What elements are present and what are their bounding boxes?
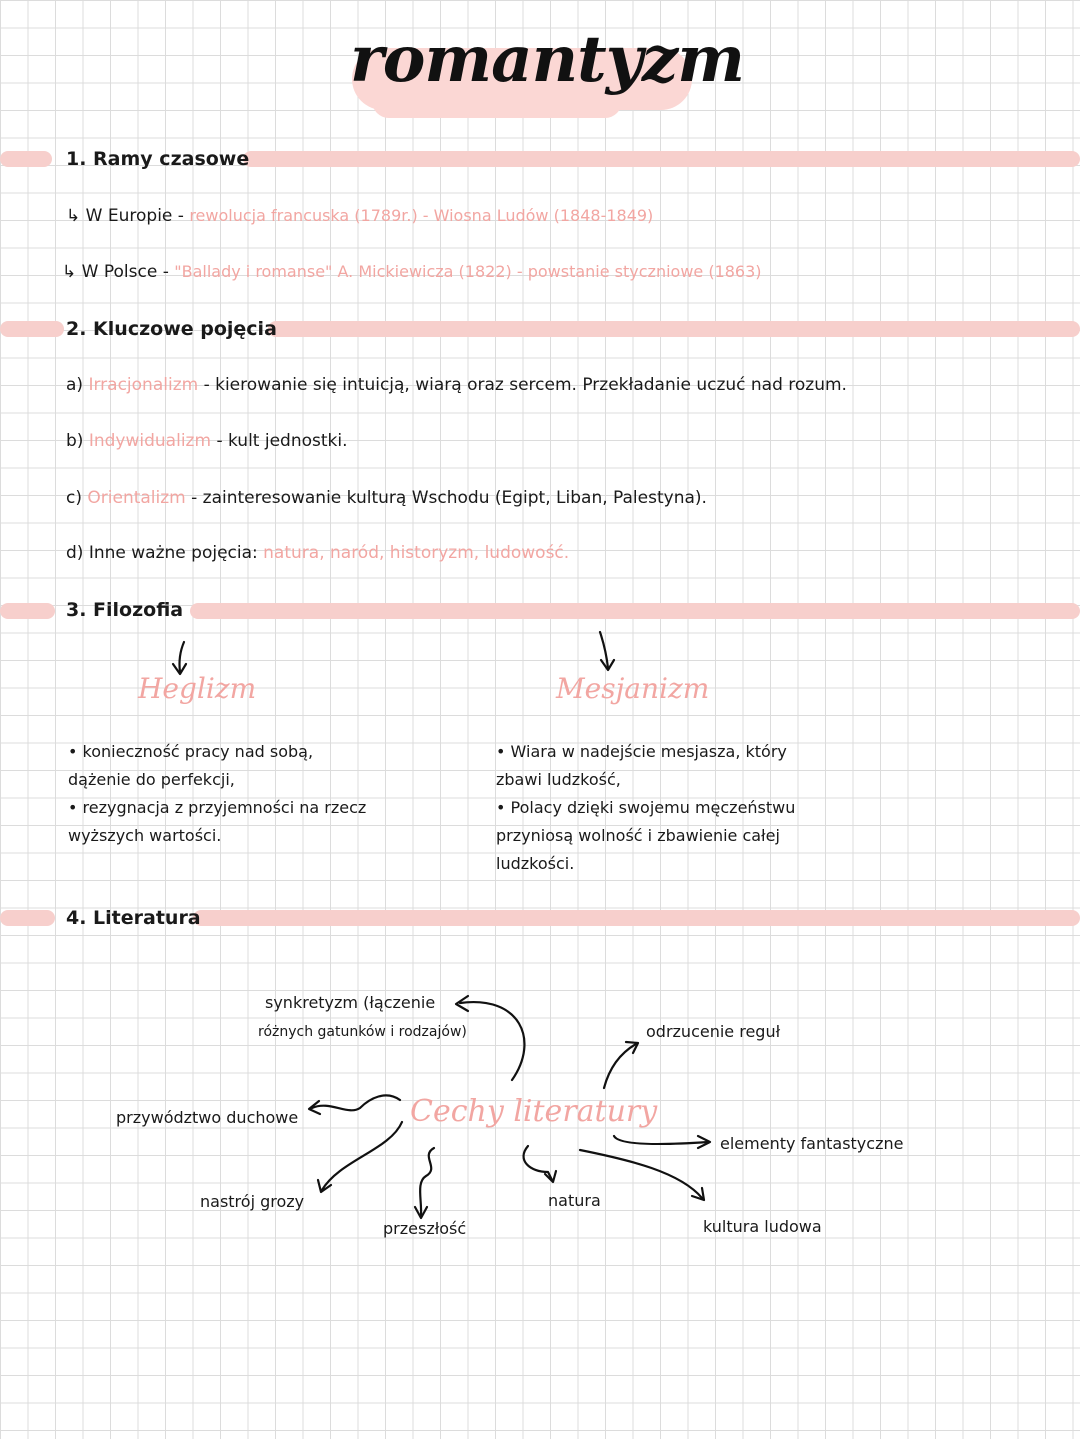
mesjanizm-title: Mesjanizm <box>556 672 710 705</box>
heglizm-description <box>68 738 366 850</box>
feature-odrzucenie: odrzucenie reguł <box>646 1022 781 1041</box>
arrow-odrzucenie-icon <box>604 1044 636 1088</box>
concept-term: Orientalizm <box>87 488 186 508</box>
arrow-head-icon <box>318 1180 331 1192</box>
section-4-band-left <box>0 910 55 926</box>
description-line: • Wiara w nadejście mesjasza, który <box>496 742 787 761</box>
arrow-head-icon <box>626 1042 638 1053</box>
concept-term: Indywidualizm <box>88 431 212 451</box>
mindmap-center: Cechy literatury <box>410 1094 658 1129</box>
arrow-down-icon <box>180 642 185 672</box>
feature-synkretyzm-2: różnych gatunków i rodzajów) <box>258 1024 467 1040</box>
poland-row <box>62 262 762 282</box>
arrow-elementy-icon <box>614 1136 708 1144</box>
concept-definition: natura, naród, historyzm, ludowość. <box>263 543 570 563</box>
description-line: ludzkości. <box>496 854 575 873</box>
concept-term: Irracjonalizm <box>88 375 199 395</box>
section-2-heading: 2. Kluczowe pojęcia <box>66 318 277 340</box>
concept-item <box>66 543 569 563</box>
page-title: romantyzm <box>350 22 744 97</box>
arrow-nastroj-icon <box>322 1122 402 1190</box>
section-1-heading: 1. Ramy czasowe <box>66 148 250 170</box>
section-3-band-left <box>0 603 55 619</box>
concept-letter: c) <box>66 488 82 508</box>
arrow-head-icon <box>415 1207 427 1218</box>
description-line: wyższych wartości. <box>68 826 222 845</box>
description-line: • konieczność pracy nad sobą, <box>68 742 314 761</box>
description-line: • rezygnacja z przyjemności na rzecz <box>68 798 367 817</box>
feature-nastroj: nastrój grozy <box>200 1192 305 1211</box>
concept-item <box>66 431 348 451</box>
section-2-band-left <box>0 321 64 337</box>
poland-range: "Ballady i romanse" A. Mickiewicza (1822) - powstanie styczniowe (1863) <box>174 262 762 281</box>
concept-item <box>66 488 707 508</box>
section-2-band-right <box>268 321 1080 337</box>
arrow-natura-icon <box>524 1146 552 1180</box>
feature-kultura: kultura ludowa <box>703 1217 822 1236</box>
feature-przeszlosc: przeszłość <box>383 1219 467 1238</box>
concept-letter: d) <box>66 543 84 563</box>
arrow-head-icon <box>601 660 614 670</box>
feature-elementy: elementy fantastyczne <box>720 1134 904 1153</box>
europe-label: W Europie - <box>85 206 184 226</box>
feature-synkretyzm-1: synkretyzm (łączenie <box>265 993 436 1012</box>
feature-przywodztwo: przywództwo duchowe <box>116 1108 299 1127</box>
concept-item <box>66 375 847 395</box>
concept-letter: b) <box>66 431 84 451</box>
arrow-return-icon: ↳ <box>62 262 77 282</box>
section-4-band-right <box>193 910 1080 926</box>
europe-range: rewolucja francuska (1789r.) - Wiosna Ludów (1848-1849) <box>189 206 654 225</box>
arrow-przeszlosc-icon <box>420 1148 434 1216</box>
feature-natura: natura <box>548 1191 601 1210</box>
description-line: dążenie do perfekcji, <box>68 770 235 789</box>
arrow-down-icon <box>600 632 608 668</box>
concept-term: Inne ważne pojęcia: <box>88 543 258 563</box>
section-1-band-right <box>243 151 1080 167</box>
europe-row <box>66 206 653 226</box>
concept-definition: - zainteresowanie kulturą Wschodu (Egipt, Liban, Palestyna). <box>191 488 707 508</box>
section-3-band-right <box>190 603 1080 619</box>
poland-label: W Polsce - <box>81 262 169 282</box>
section-3-heading: 3. Filozofia <box>66 599 184 621</box>
section-1-band-left <box>0 151 52 167</box>
heglizm-title: Heglizm <box>138 672 257 705</box>
arrow-return-icon: ↳ <box>66 206 81 226</box>
description-line: • Polacy dzięki swojemu męczeństwu <box>496 798 796 817</box>
arrow-przywodztwo-icon <box>312 1095 400 1110</box>
arrow-head-icon <box>545 1171 556 1182</box>
description-line: przyniosą wolność i zbawienie całej <box>496 826 780 845</box>
arrow-synkretyzm-icon <box>460 1002 524 1080</box>
section-4-heading: 4. Literatura <box>66 907 201 929</box>
concept-letter: a) <box>66 375 84 395</box>
arrow-head-icon <box>692 1188 704 1200</box>
arrow-head-icon <box>456 996 468 1011</box>
arrow-head-icon <box>309 1101 320 1114</box>
mesjanizm-description <box>496 738 795 878</box>
concept-definition: - kierowanie się intuicją, wiarą oraz sercem. Przekładanie uczuć nad rozum. <box>203 375 847 395</box>
arrow-head-icon <box>698 1136 710 1148</box>
concept-definition: - kult jednostki. <box>216 431 348 451</box>
description-line: zbawi ludzkość, <box>496 770 621 789</box>
